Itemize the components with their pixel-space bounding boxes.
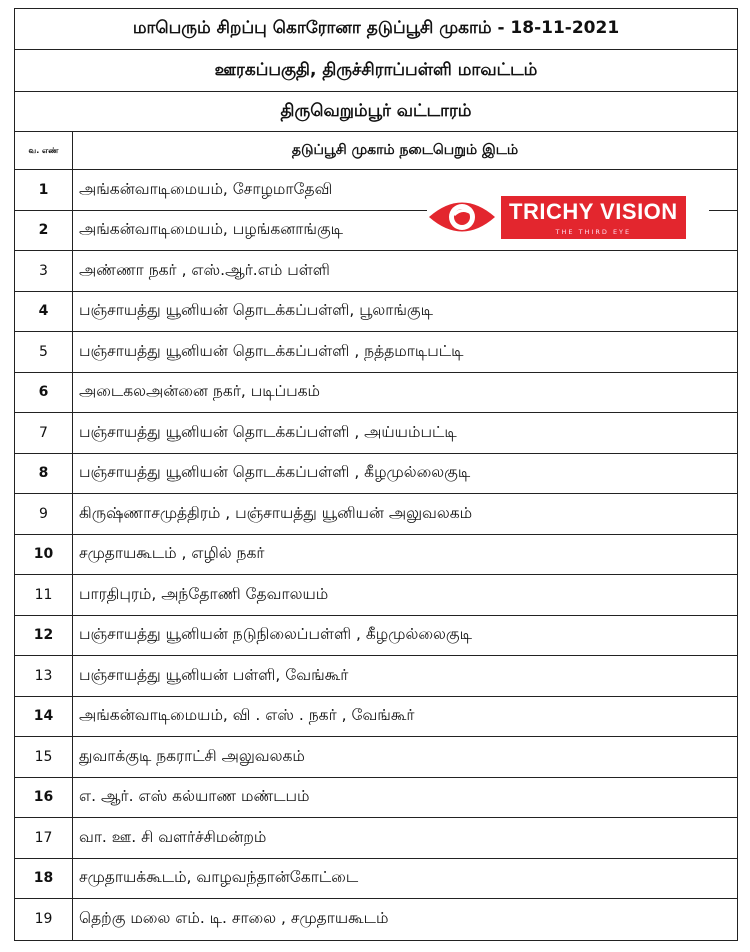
table-row [15,737,737,778]
place-column-header: தடுப்பூசி முகாம் நடைபெறும் இடம் [291,141,519,158]
row-place: அங்கன்வாடிமையம், சோழமாதேவி [79,179,333,198]
row-place: பஞ்சாயத்து யூனியன் நடுநிலைப்பள்ளி , கீழமுல்லைகுடி [79,625,472,644]
table-header [15,132,737,170]
table-row [15,859,737,900]
row-serial-number: 10 [15,535,73,575]
row-serial-number: 16 [15,778,73,818]
logo-tagline: THE THIRD EYE [501,227,686,239]
row-serial-number: 12 [15,616,73,656]
table-row [15,494,737,535]
table-row [15,656,737,697]
row-serial-number: 9 [15,494,73,534]
row-serial-number: 14 [15,697,73,737]
serial-column-header: வ. எண் [15,132,73,169]
row-serial-number: 1 [15,170,73,210]
row-serial-number: 7 [15,413,73,453]
table-row [15,616,737,657]
row-serial-number: 2 [15,211,73,251]
row-serial-number: 6 [15,373,73,413]
table-row [15,332,737,373]
table-row [15,251,737,292]
camp-table [14,8,738,941]
row-serial-number: 18 [15,859,73,899]
row-serial-number: 5 [15,332,73,372]
row-serial-number: 13 [15,656,73,696]
row-place: எ. ஆர். எஸ் கல்யாண மண்டபம் [79,787,310,806]
row-serial-number: 4 [15,292,73,332]
table-row [15,292,737,333]
page-title: மாபெரும் சிறப்பு கொரோனா தடுப்பூசி முகாம் - 18-11-2021 [15,9,737,50]
table-row [15,373,737,414]
table-row [15,818,737,859]
row-place: கிருஷ்ணாசமுத்திரம் , பஞ்சாயத்து யூனியன் அலுவலகம் [79,503,473,522]
row-place: துவாக்குடி நகராட்சி அலுவலகம் [79,746,305,765]
row-place: அடைகலஅன்னை நகர், படிப்பகம் [79,382,321,401]
block-heading: திருவெறும்பூர் வட்டாரம் [15,92,737,132]
row-place: பஞ்சாயத்து யூனியன் தொடக்கப்பள்ளி , கீழமுல்லைகுடி [79,463,471,482]
row-serial-number: 15 [15,737,73,777]
table-row [15,413,737,454]
table-body [15,170,737,940]
row-place: அண்ணா நகர் , எஸ்.ஆர்.எம் பள்ளி [79,260,330,279]
row-place: சமுதாயகூடம் , எழில் நகர் [79,544,265,563]
row-serial-number: 3 [15,251,73,291]
row-place: அங்கன்வாடிமையம், பழங்கனாங்குடி [79,220,343,239]
table-row [15,535,737,576]
row-place: பஞ்சாயத்து யூனியன் தொடக்கப்பள்ளி, பூலாங்குடி [79,301,433,320]
logo-name: TRICHY VISION [501,196,686,227]
row-place: பஞ்சாயத்து யூனியன் தொடக்கப்பள்ளி , நத்தமாடிபட்டி [79,341,464,360]
eye-icon [427,194,497,240]
row-place: பாரதிபுரம், அந்தோணி தேவாலயம் [79,584,329,603]
row-serial-number: 8 [15,454,73,494]
table-row [15,778,737,819]
row-serial-number: 17 [15,818,73,858]
row-place: வா. ஊ. சி வளர்ச்சிமன்றம் [79,827,267,846]
table-row [15,454,737,495]
district-heading: ஊரகப்பகுதி, திருச்சிராப்பள்ளி மாவட்டம் [15,50,737,92]
row-place: தெற்கு மலை எம். டி. சாலை , சமுதாயகூடம் [79,909,389,928]
row-serial-number: 19 [15,899,73,940]
table-row [15,575,737,616]
table-row [15,697,737,738]
trichy-vision-logo [427,193,709,241]
row-place: பஞ்சாயத்து யூனியன் பள்ளி, வேங்கூர் [79,665,349,684]
row-serial-number: 11 [15,575,73,615]
row-place: சமுதாயக்கூடம், வாழவந்தான்கோட்டை [79,868,359,887]
row-place: அங்கன்வாடிமையம், வி . எஸ் . நகர் , வேங்கூர் [79,706,415,725]
table-row [15,899,737,940]
row-place: பஞ்சாயத்து யூனியன் தொடக்கப்பள்ளி , அய்யம்பட்டி [79,422,457,441]
